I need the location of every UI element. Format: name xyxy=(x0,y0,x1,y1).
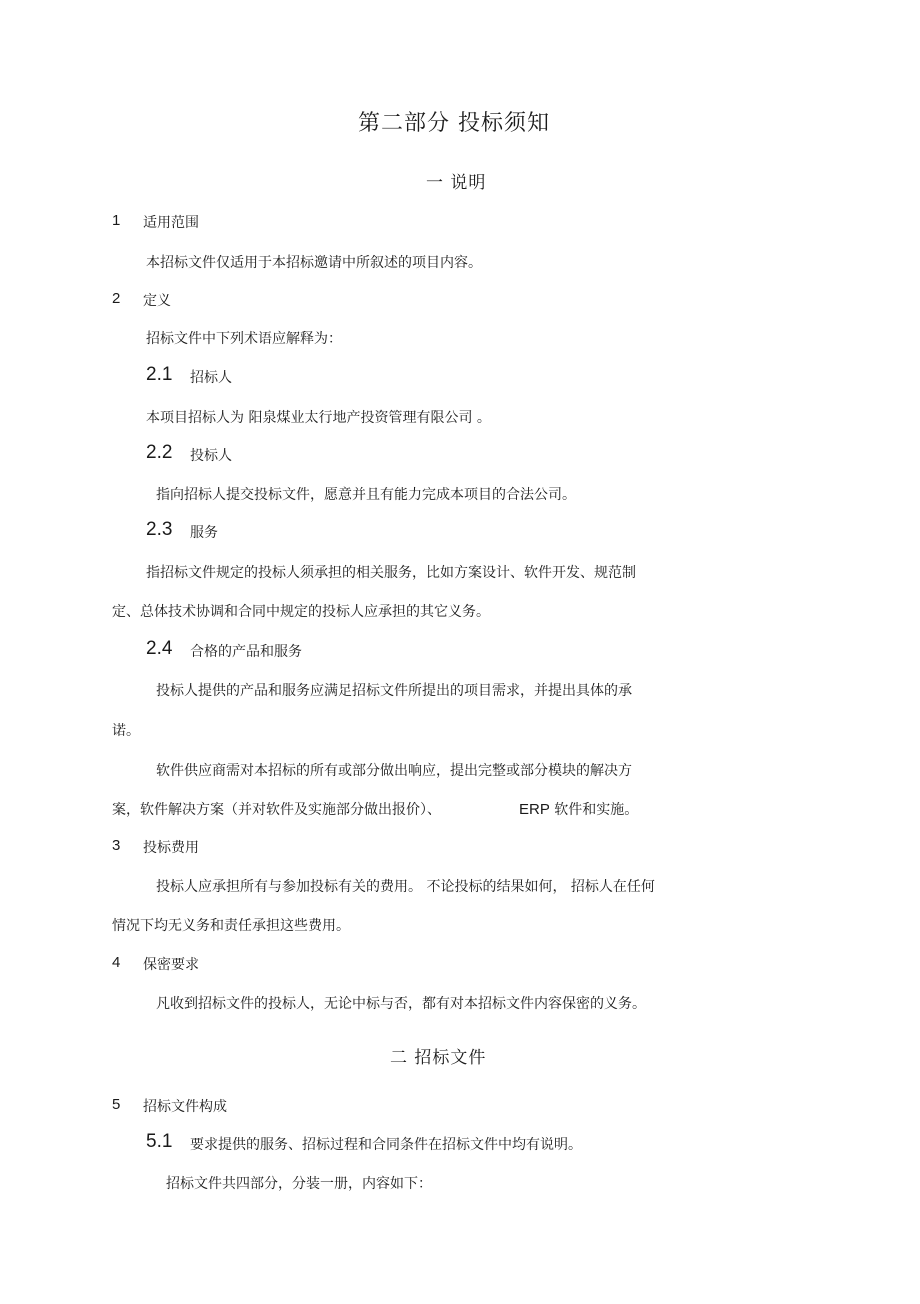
section-heading-tender-documents: 二 招标文件 xyxy=(390,1048,487,1068)
subitem-heading-qualified-products: 合格的产品和服务 xyxy=(190,644,302,660)
item-heading-definition: 定义 xyxy=(143,293,171,309)
subitem-heading-tenderer: 招标人 xyxy=(190,370,232,386)
item-number: 2 xyxy=(112,290,121,307)
software-line2-text: 案，软件解决方案（并对软件及实施部分做出报价）、 xyxy=(112,802,441,818)
item-heading-document-composition: 招标文件构成 xyxy=(143,1099,227,1115)
paragraph-services-line1: 指招标文件规定的投标人须承担的相关服务，比如方案设计、软件开发、规范制 xyxy=(146,565,636,581)
software-line2-end: 软件和实施。 xyxy=(549,802,639,818)
subitem-number: 2.1 xyxy=(146,364,173,385)
paragraph-software-line1: 软件供应商需对本招标的所有或部分做出响应，提出完整或部分模块的解决方 xyxy=(156,763,632,779)
paragraph-definition: 招标文件中下列术语应解释为： xyxy=(146,331,342,347)
paragraph-tenderer: 本项目招标人为 阳泉煤业太行地产投资管理有限公司 。 xyxy=(146,410,491,426)
subitem-heading-services: 服务 xyxy=(190,525,218,541)
paragraph-products-line2: 诺。 xyxy=(112,723,140,739)
paragraph-services-line2: 定、总体技术协调和合同中规定的投标人应承担的其它义务。 xyxy=(112,604,490,620)
subitem-number: 2.4 xyxy=(146,638,173,659)
section-heading-explanation: 一 说明 xyxy=(426,173,487,193)
paragraph-products-line1: 投标人提供的产品和服务应满足招标文件所提出的项目需求，并提出具体的承 xyxy=(156,683,632,699)
item-number: 4 xyxy=(112,954,121,971)
subitem-number: 2.3 xyxy=(146,519,173,540)
paragraph-scope: 本招标文件仅适用于本招标邀请中所叙述的项目内容。 xyxy=(146,255,482,271)
item-heading-confidentiality: 保密要求 xyxy=(143,957,199,973)
item-number: 3 xyxy=(112,837,121,854)
erp-text: ERP xyxy=(519,801,550,818)
paragraph-confidentiality: 凡收到招标文件的投标人，无论中标与否，都有对本招标文件内容保密的义务。 xyxy=(156,996,646,1012)
paragraph-bid-cost-line2: 情况下均无义务和责任承担这些费用。 xyxy=(112,918,350,934)
paragraph-bidder: 指向招标人提交投标文件，愿意并且有能力完成本项目的合法公司。 xyxy=(156,487,576,503)
item-heading-bid-cost: 投标费用 xyxy=(143,840,199,856)
subitem-heading-bidder: 投标人 xyxy=(190,448,232,464)
paragraph-software-line2 xyxy=(112,799,638,819)
paragraph-documents-description: 要求提供的服务、招标过程和合同条件在招标文件中均有说明。 xyxy=(190,1137,582,1153)
item-number: 1 xyxy=(112,212,121,229)
item-heading-scope: 适用范围 xyxy=(143,215,199,231)
item-number: 5 xyxy=(112,1096,121,1113)
subitem-number: 2.2 xyxy=(146,442,173,463)
paragraph-bid-cost-line1: 投标人应承担所有与参加投标有关的费用。 不论投标的结果如何， 招标人在任何 xyxy=(156,879,655,895)
paragraph-documents-parts: 招标文件共四部分，分装一册，内容如下： xyxy=(166,1176,432,1192)
subitem-number: 5.1 xyxy=(146,1131,173,1152)
page-title: 第二部分 投标须知 xyxy=(358,111,550,136)
